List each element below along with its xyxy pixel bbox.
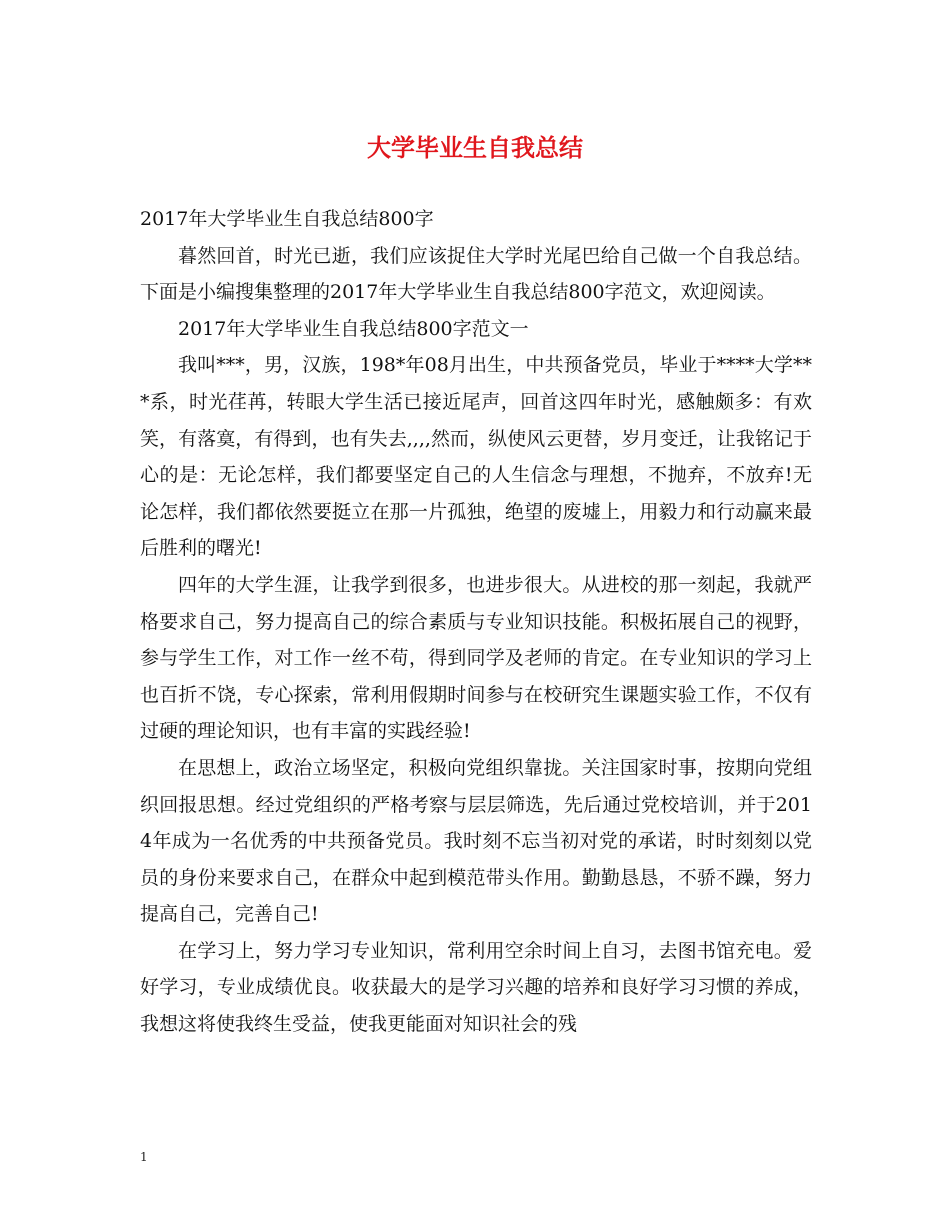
subtitle-heading: 2017年大学毕业生自我总结800字	[140, 208, 434, 230]
document-title: 大学毕业生自我总结	[367, 134, 583, 162]
document-body	[140, 201, 812, 1043]
page-number: 1	[140, 1150, 148, 1164]
body-paragraph: 在学习上，努力学习专业知识，常利用空余时间上自习，去图书馆充电。爱好学习，专业成绩优良。收获最大的是学习兴趣的培养和良好学习习惯的养成，我想这将使我终生受益，使我更能面对知识社会的残	[140, 939, 812, 1036]
body-paragraph: 我叫***，男，汉族，198*年08月出生，中共预备党员，毕业于****大学***系，时光荏苒，转眼大学生活已接近尾声，回首这四年时光，感触颇多：有欢笑，有落寞，有得到，也有失去,,,,然而，纵使风云更替，岁月变迁，让我铭记于心的是：无论怎样，我们都要坚定自己的人生信念与理想，不抛弃，不放弃!无论怎样，我们都依然要挺立在那一片孤独，绝望的废墟上，用毅力和行动赢来最后胜利的曙光!	[140, 354, 812, 560]
intro-paragraph: 暮然回首，时光已逝，我们应该捉住大学时光尾巴给自己做一个自我总结。下面是小编搜集整理的2017年大学毕业生自我总结800字范文，欢迎阅读。	[140, 244, 812, 304]
body-paragraph: 在思想上，政治立场坚定，积极向党组织靠拢。关注国家时事，按期向党组织回报思想。经过党组织的严格考察与层层筛选，先后通过党校培训，并于2014年成为一名优秀的中共预备党员。我时刻不忘当初对党的承诺，时时刻刻以党员的身份来要求自己，在群众中起到模范带头作用。勤勤恳恳，不骄不躁，努力提高自己，完善自己!	[140, 756, 812, 926]
body-paragraph: 四年的大学生涯，让我学到很多，也进步很大。从进校的那一刻起，我就严格要求自己，努力提高自己的综合素质与专业知识技能。积极拓展自己的视野，参与学生工作，对工作一丝不苟，得到同学及老师的肯定。在专业知识的学习上也百折不饶，专心探索，常利用假期时间参与在校研究生课题实验工作，不仅有过硬的理论知识，也有丰富的实践经验!	[140, 573, 812, 743]
sample-heading: 2017年大学毕业生自我总结800字范文一	[178, 317, 529, 340]
